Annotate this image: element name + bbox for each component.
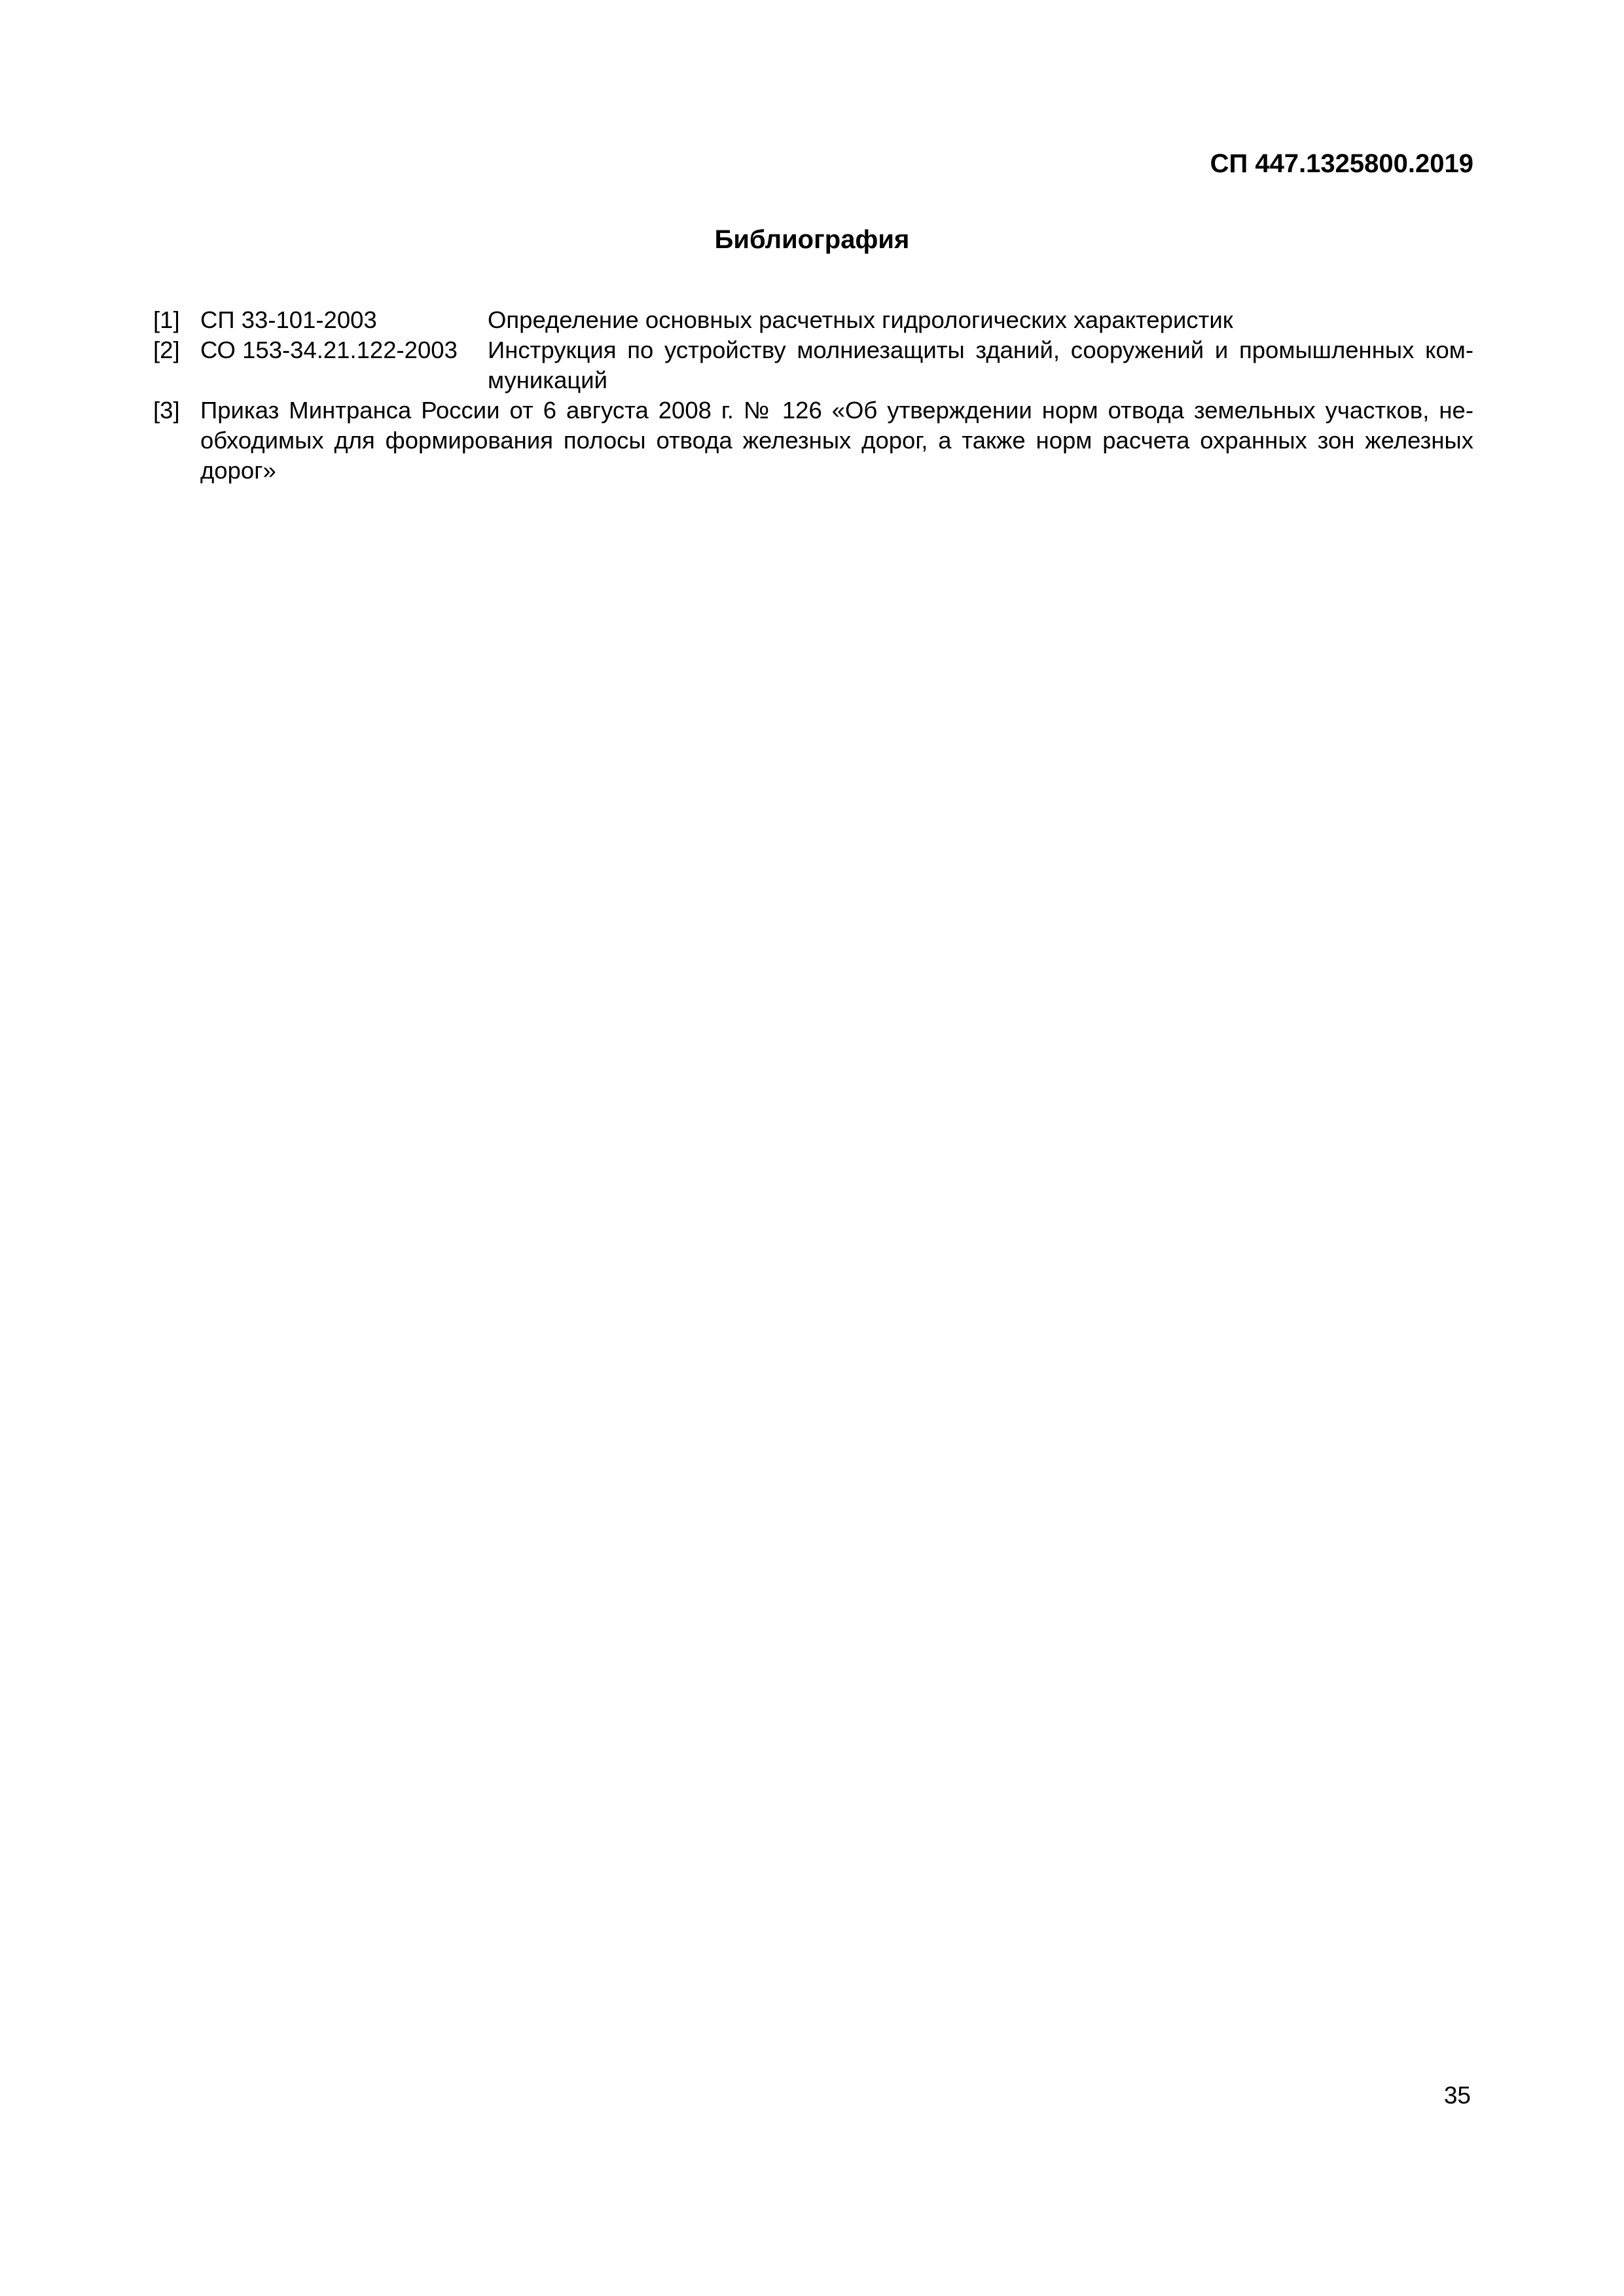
document-code: СП 447.1325800.2019 [1210, 149, 1473, 178]
entry-reference: СП 33-101-2003 [200, 306, 377, 333]
bibliography-entry-3 [153, 395, 1473, 486]
entry-title: Инструкция по устройству молниезащиты зданий, сооружений и промышленных ком-муникаций [488, 337, 1473, 393]
entry-text: Приказ Минтранса России от 6 августа 2008 г. № 126 «Об утверждении норм отвода земельных участков, не-обходимых для формирования полосы отвода железных дорог, а также норм расчета охранных зон железных дорог» [200, 397, 1473, 484]
bibliography-entry-2 [153, 335, 1473, 395]
entry-number: [2] [153, 337, 180, 363]
bibliography-entry-1 [153, 305, 1473, 335]
page-number: 35 [1443, 2082, 1471, 2109]
entry-number: [3] [153, 397, 180, 424]
entry-number: [1] [153, 306, 180, 333]
section-title: Библиография [714, 225, 910, 254]
bibliography-list [153, 305, 1473, 486]
entry-reference: СО 153-34.21.122-2003 [200, 337, 458, 363]
entry-title: Определение основных расчетных гидрологических характеристик [488, 306, 1233, 333]
